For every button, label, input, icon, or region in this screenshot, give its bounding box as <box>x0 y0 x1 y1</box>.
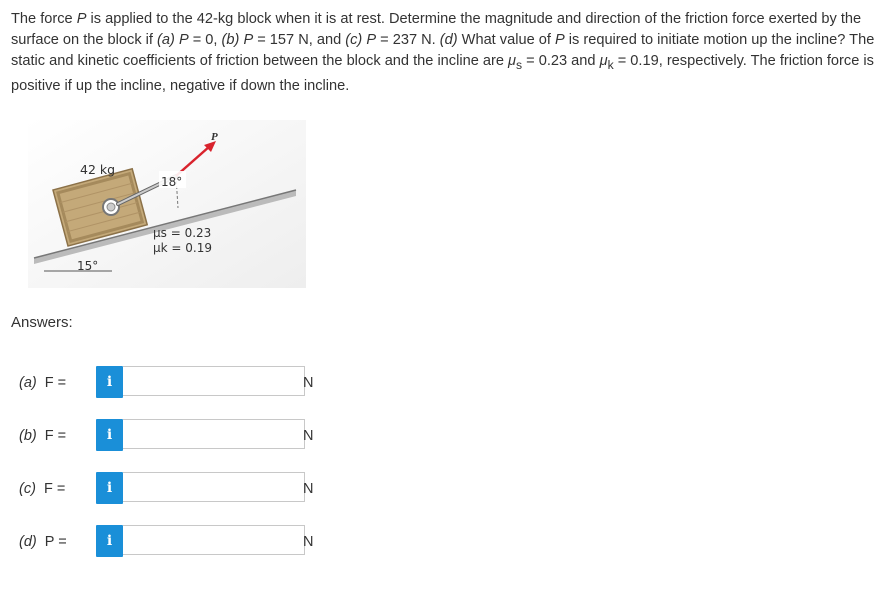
answers-label: Answers: <box>11 314 73 331</box>
answer-input-b[interactable] <box>123 419 305 449</box>
mass-label: 42 kg <box>80 162 116 177</box>
force-label: P <box>211 131 218 143</box>
answer-row-d <box>0 525 889 559</box>
answer-label-a: (a) F = <box>19 375 67 391</box>
info-icon[interactable]: i <box>96 366 123 398</box>
part-a-ref: (a) <box>157 32 175 48</box>
unit-label: N <box>303 428 314 444</box>
incline-block-figure <box>28 120 306 288</box>
incline-angle-label: 15° <box>77 259 99 273</box>
answer-label-b: (b) F = <box>19 428 67 444</box>
var-P: P <box>366 32 377 48</box>
force-angle-label: 18° <box>161 175 183 189</box>
problem-statement: The force P is applied to the 42-kg block when it is at rest. Determine the magnitude and direction of the friction force exerted by the surface on the block if (a) P = 0, (b) P = 157 N, and (c) P = 237 N. (d) What value of P is required to initiate motion up the incline? The static and kinetic coefficients of friction between the block and the incline are $\mu_s = 0.23$ and $\mu_k = 0.19$, respectively. The friction force is positive if up the incline, negative if down the incline. <box>11 11 875 94</box>
var-P: P <box>243 32 254 48</box>
var-P: P <box>554 32 565 48</box>
mu-symbol: μ <box>599 53 608 69</box>
answer-label-c: (c) F = <box>19 481 66 497</box>
problem-text: The force <box>11 11 77 27</box>
answer-row-b <box>0 419 889 453</box>
answer-row-c <box>0 472 889 506</box>
unit-label: N <box>303 534 314 550</box>
part-c-ref: (c) <box>345 32 363 48</box>
info-icon[interactable]: i <box>96 419 123 451</box>
answer-input-d[interactable] <box>123 525 305 555</box>
part-d-ref: (d) <box>439 32 458 48</box>
info-icon[interactable]: i <box>96 525 123 557</box>
answer-input-a[interactable] <box>123 366 305 396</box>
mu-s-label: μs = 0.23 <box>153 226 212 240</box>
info-icon[interactable]: i <box>96 472 123 504</box>
var-P: P <box>76 11 87 27</box>
problem-text: is applied to the 42-kg block when it is at rest. Determine the magnitude and direction of the friction force exerted by the surface on the block if <box>11 11 862 48</box>
part-b-ref: (b) <box>221 32 240 48</box>
answer-input-c[interactable] <box>123 472 305 502</box>
answer-label-d: (d) P = <box>19 534 67 550</box>
mu-symbol: μ <box>508 53 517 69</box>
answer-row-a <box>0 366 889 400</box>
unit-label: N <box>303 481 314 497</box>
var-P: P <box>178 32 189 48</box>
unit-label: N <box>303 375 314 391</box>
mu-k-label: μk = 0.19 <box>153 241 212 255</box>
